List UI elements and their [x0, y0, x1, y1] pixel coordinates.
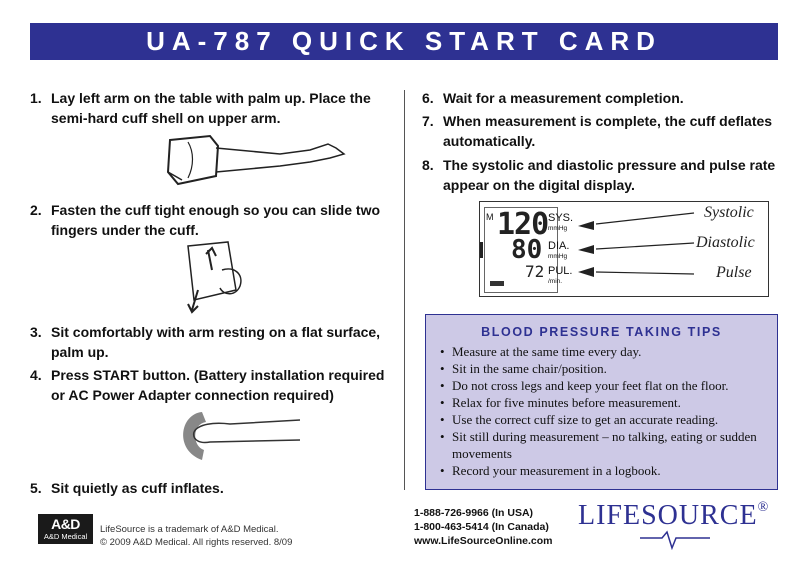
phone-canada: 1-800-463-5414 (In Canada) [414, 521, 549, 533]
step-number: 3. [30, 324, 42, 340]
arrow-icon [578, 221, 594, 230]
tip-item: • Record your measurement in a logbook. [440, 462, 770, 479]
step-number: 4. [30, 367, 42, 383]
step-text: Lay left arm on the table with palm up. Place the semi-hard cuff shell on upper arm. [51, 90, 371, 126]
tips-box [425, 314, 778, 490]
tip-item: • Measure at the same time every day. [440, 343, 770, 360]
arrow-icon [578, 267, 594, 277]
step-1 [30, 88, 390, 128]
pulse-value: 72 [525, 262, 545, 281]
dia-label: DIA. [548, 240, 570, 252]
cuff-fastening-illustration [178, 240, 258, 318]
diastolic-value: 80 [511, 235, 543, 265]
step-number: 8. [422, 157, 434, 173]
phone-usa: 1-888-726-9966 (In USA) [414, 507, 534, 519]
memory-indicator: M [486, 212, 494, 222]
step-8 [422, 155, 782, 195]
tip-item: • Use the correct cuff size to get an accurate reading. [440, 411, 770, 428]
step-text: Sit comfortably with arm resting on a flat surface, palm up. [51, 324, 381, 360]
dia-unit: mmHg [548, 253, 568, 260]
callout-arrows [576, 202, 696, 298]
tips-list [440, 343, 770, 479]
step-text: Wait for a measurement completion. [443, 90, 684, 106]
logo-main-text: A&D [51, 516, 80, 532]
lifesource-logo [578, 500, 769, 532]
step-number: 6. [422, 90, 434, 106]
step-4 [30, 365, 390, 405]
page-title: UA-787 QUICK START CARD [146, 26, 662, 56]
copyright-note: © 2009 A&D Medical. All rights reserved. 8/09 [100, 537, 293, 548]
step-text: Sit quietly as cuff inflates. [51, 480, 224, 496]
step-6 [422, 88, 782, 108]
step-number: 5. [30, 480, 42, 496]
step-text: Fasten the cuff tight enough so you can slide two fingers under the cuff. [51, 202, 381, 238]
sys-label: SYS. [548, 212, 574, 224]
step-number: 2. [30, 202, 42, 218]
step-text: When measurement is complete, the cuff deflates automatically. [443, 113, 773, 149]
step-2 [30, 200, 390, 240]
step-3 [30, 322, 390, 362]
pulse-label: PUL. [548, 265, 573, 277]
step-5 [30, 478, 390, 498]
step-number: 1. [30, 90, 42, 106]
website-link[interactable]: www.LifeSourceOnline.com [414, 535, 553, 547]
systolic-value: 120 [497, 207, 549, 242]
step-text: The systolic and diastolic pressure and pulse rate appear on the digital display. [443, 157, 776, 193]
tip-item: • Sit in the same chair/position. [440, 360, 770, 377]
step-7 [422, 111, 782, 151]
ad-medical-logo [38, 514, 93, 544]
trademark-note: LifeSource is a trademark of A&D Medical. [100, 524, 279, 535]
step-number: 7. [422, 113, 434, 129]
battery-icon [490, 281, 504, 286]
arrow-icon [578, 245, 594, 254]
diastolic-callout: Diastolic [696, 234, 755, 251]
tips-title: BLOOD PRESSURE TAKING TIPS [481, 325, 722, 339]
logo-sub-text: A&D Medical [43, 532, 88, 541]
start-button-illustration [170, 406, 310, 464]
heartbeat-line-icon [640, 530, 710, 550]
title-banner [30, 23, 778, 60]
tip-item: • Sit still during measurement – no talking, eating or sudden movements [440, 428, 770, 462]
tip-item: • Relax for five minutes before measurement. [440, 394, 770, 411]
registered-mark: ® [757, 500, 770, 515]
step-text: Press START button. (Battery installation required or AC Power Adapter connection required) [51, 367, 385, 403]
brand-name: LIFESOURCE [578, 500, 758, 531]
pressure-level-bar [480, 242, 483, 258]
pulse-callout: Pulse [716, 264, 752, 281]
systolic-callout: Systolic [704, 204, 754, 221]
arm-cuff-illustration [160, 132, 350, 188]
pulse-unit: /min. [548, 278, 563, 285]
sys-unit: mmHg [548, 225, 568, 232]
tip-item: • Do not cross legs and keep your feet flat on the floor. [440, 377, 770, 394]
column-divider [404, 90, 405, 490]
